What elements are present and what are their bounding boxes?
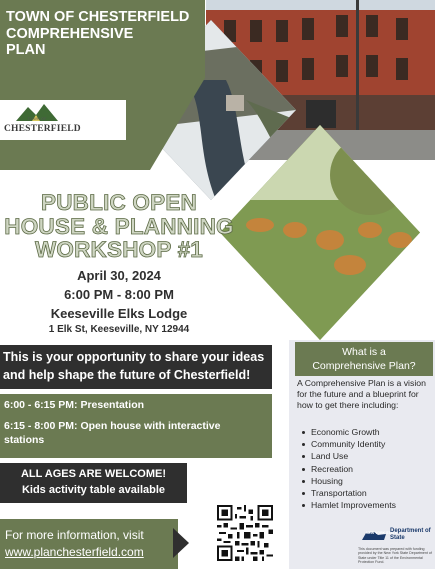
event-title: [0, 191, 238, 262]
what-is-heading: [295, 342, 433, 376]
plan-title-line: COMPREHENSIVE: [6, 25, 134, 42]
list-item: Economic Growth: [299, 426, 429, 438]
nys-logo-text: NEW YORK STATE: [366, 531, 398, 535]
opportunity-line: and help shape the future of Chesterfield!: [3, 368, 251, 382]
schedule-item: 6:00 - 6:15 PM: Presentation: [4, 399, 145, 411]
website-link[interactable]: www.planchesterfield.com: [5, 545, 144, 559]
list-item: Land Use: [299, 450, 429, 462]
nys-dos-logo: [360, 528, 432, 546]
department-logo-text: Department of State: [390, 528, 431, 541]
event-time: 6:00 PM - 8:00 PM: [64, 287, 174, 302]
list-item: Transportation: [299, 487, 429, 499]
schedule-panel: [0, 394, 272, 458]
arrow-right-icon: [173, 528, 189, 558]
what-is-heading-line: Comprehensive Plan?: [312, 360, 416, 372]
list-item: Community Identity: [299, 438, 429, 450]
info-panel: [0, 519, 178, 569]
ages-banner: [0, 463, 187, 503]
schedule-item: 6:15 - 8:00 PM: Open house with interactive stations: [4, 420, 221, 446]
event-date: April 30, 2024: [77, 268, 161, 283]
opportunity-line: This is your opportunity to share your ideas: [3, 350, 265, 364]
ages-line: ALL AGES ARE WELCOME!: [20, 468, 167, 480]
opportunity-banner: [0, 345, 272, 389]
info-text: For more information, visit: [5, 528, 144, 542]
what-is-description: A Comprehensive Plan is a vision for the future and a blueprint for how to get there including:: [297, 378, 426, 411]
event-title-line: PUBLIC OPEN: [41, 190, 197, 215]
plan-topics-list: [299, 426, 429, 511]
logo-small-text: TOWN OF: [27, 116, 47, 121]
event-title-line: WORKSHOP #1: [34, 237, 204, 262]
list-item: Housing: [299, 475, 429, 487]
plan-title-line: PLAN: [6, 42, 46, 58]
event-venue: Keeseville Elks Lodge: [50, 306, 188, 321]
plan-title-line: TOWN OF CHESTERFIELD: [6, 9, 190, 25]
list-item: Hamlet Improvements: [299, 499, 429, 511]
funding-fine-print: This document was prepared with funding provided by the New York State Department of State under Title 11 of the Environmental Protection Fund.: [358, 547, 432, 564]
list-item: Recreation: [299, 463, 429, 475]
logo-text: CHESTERFIELD: [4, 124, 81, 134]
event-address: 1 Elk St, Keeseville, NY 12944: [48, 324, 190, 335]
what-is-heading-line: What is a: [342, 346, 386, 358]
qr-code-icon[interactable]: [217, 505, 273, 561]
event-title-line: HOUSE & PLANNING: [4, 213, 234, 239]
ages-line: Kids activity table available: [21, 484, 166, 496]
plan-title: [6, 9, 206, 59]
